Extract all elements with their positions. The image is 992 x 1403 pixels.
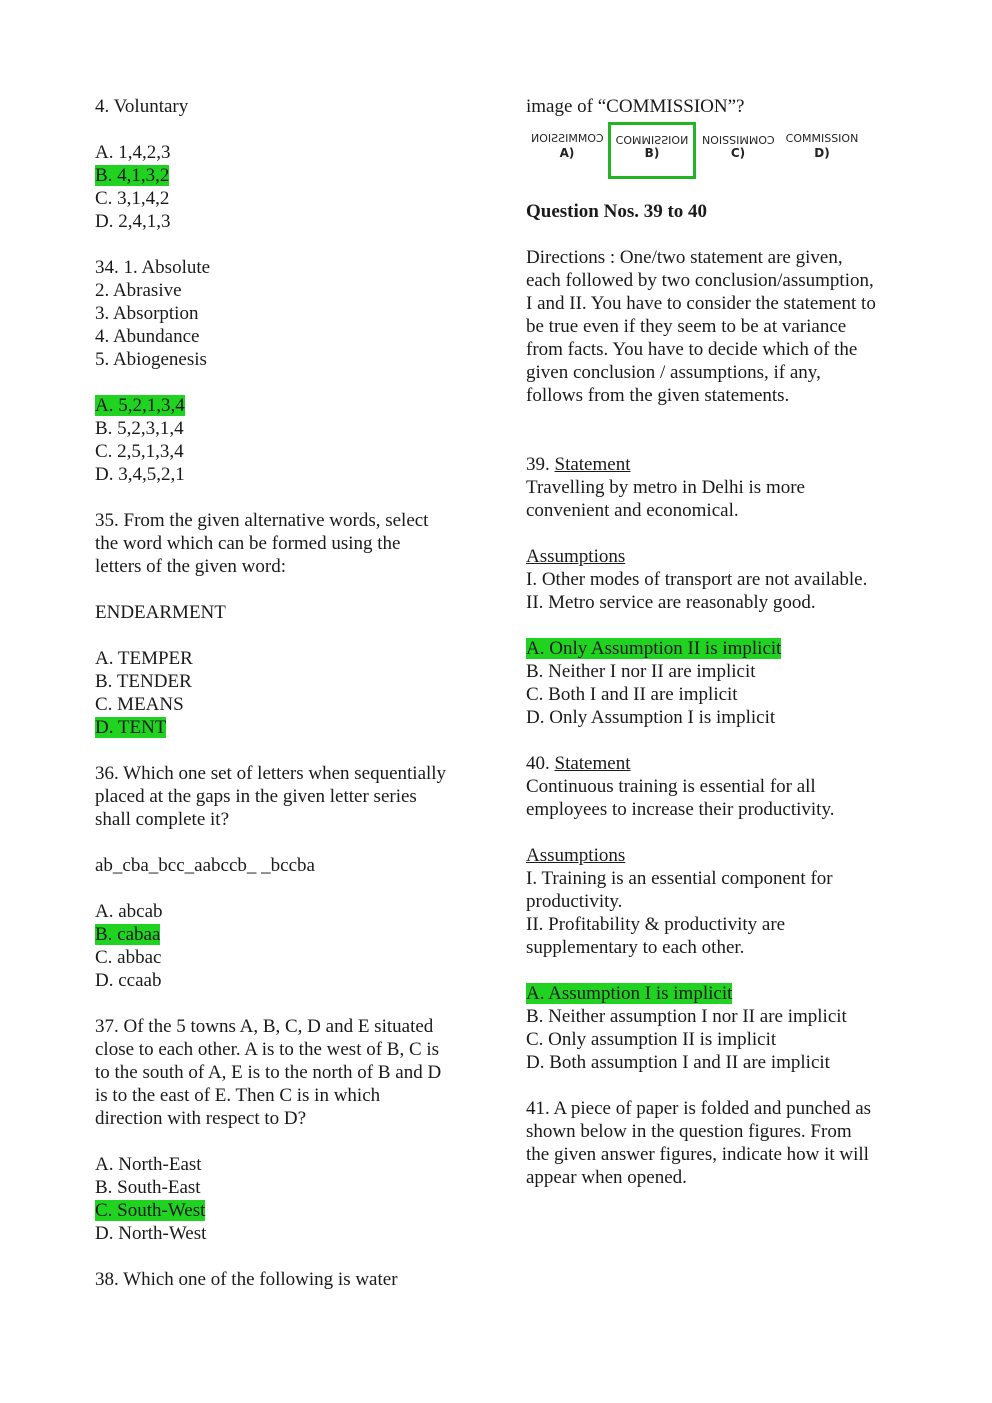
answer-box (608, 122, 696, 179)
q36-option-a: A. abcab (95, 901, 163, 922)
q39-option-c: C. Both I and II are implicit (526, 684, 738, 705)
mirror-option-d-label: D) (814, 146, 830, 160)
q36-series: ab_cba_bcc_aabccb_ _bccba (95, 855, 315, 876)
q34-option-d: D. 3,4,5,2,1 (95, 464, 185, 485)
q35-line: letters of the given word: (95, 556, 287, 577)
q34-option-c: C. 2,5,1,3,4 (95, 441, 184, 462)
q37-line: is to the east of E. Then C is in which (95, 1085, 381, 1106)
q40-option-c: C. Only assumption II is implicit (526, 1029, 777, 1050)
mirror-option-a (526, 132, 608, 161)
q40-option-d: D. Both assumption I and II are implicit (526, 1052, 830, 1073)
q39-option-d: D. Only Assumption I is implicit (526, 707, 776, 728)
directions-line: I and II. You have to consider the statement to (526, 293, 876, 314)
q41-line: 41. A piece of paper is folded and punched as (526, 1098, 872, 1119)
q33-option-b: B. 4,1,3,2 (95, 165, 170, 186)
q39-statement: Travelling by metro in Delhi is more (526, 477, 805, 498)
q40-assumption: I. Training is an essential component for (526, 868, 833, 889)
q35-option-d: D. TENT (95, 717, 167, 738)
q40-assumption: supplementary to each other. (526, 937, 745, 958)
left-column (95, 95, 475, 1291)
q36-option-b: B. cabaa (95, 924, 161, 945)
q40-option-b: B. Neither assumption I nor II are implicit (526, 1006, 847, 1027)
q41-line: shown below in the question figures. From (526, 1121, 852, 1142)
directions-line: each followed by two conclusion/assumption, (526, 270, 874, 291)
q39-assumption: I. Other modes of transport are not available. (526, 569, 868, 590)
q37-option-b: B. South-East (95, 1177, 201, 1198)
q39-statement: convenient and economical. (526, 500, 739, 521)
q40-assumption: productivity. (526, 891, 623, 912)
q40-option-a: A. Assumption I is implicit (526, 983, 733, 1004)
q34-line: 4. Abundance (95, 326, 200, 347)
section-heading: Question Nos. 39 to 40 (526, 201, 708, 222)
mirror-option-d (780, 132, 864, 161)
q35-option-b: B. TENDER (95, 671, 192, 692)
q41-line: appear when opened. (526, 1167, 687, 1188)
q40-statement: employees to increase their productivity. (526, 799, 835, 820)
directions-line: given conclusion / assumptions, if any, (526, 362, 821, 383)
q33-item-4: 4. Voluntary (95, 96, 189, 117)
q36-line: 36. Which one set of letters when sequentially (95, 763, 447, 784)
mirror-option-c-label: C) (730, 146, 746, 160)
q34-line: 2. Abrasive (95, 280, 182, 301)
mirror-option-d-text: COMMISSION (785, 132, 859, 145)
q37-line: 37. Of the 5 towns A, B, C, D and E situated (95, 1016, 434, 1037)
q40-assumption: II. Profitability & productivity are (526, 914, 786, 935)
q37-option-c: C. South-West (95, 1200, 206, 1221)
directions-line: follows from the given statements. (526, 385, 790, 406)
q39-assumption: II. Metro service are reasonably good. (526, 592, 816, 613)
mirror-image-options (526, 122, 906, 200)
q40-heading: 40. Statement (526, 753, 631, 774)
q38-end: image of “COMMISSION”? (526, 96, 745, 117)
q41-line: the given answer figures, indicate how it will (526, 1144, 869, 1165)
q36-option-d: D. ccaab (95, 970, 162, 991)
mirror-option-a-label: A) (559, 146, 575, 160)
q36-option-c: C. abbac (95, 947, 162, 968)
q35-option-c: C. MEANS (95, 694, 184, 715)
mirror-option-a-text: COMMISSION (530, 132, 604, 145)
mirror-option-b-label: B) (644, 146, 660, 160)
q34-line: 3. Absorption (95, 303, 199, 324)
q34-option-a: A. 5,2,1,3,4 (95, 395, 185, 416)
mirror-option-b-text: COMMISSION (615, 133, 689, 146)
q35-given-word: ENDEARMENT (95, 602, 226, 623)
q37-line: to the south of A, E is to the north of B and D (95, 1062, 442, 1083)
mirror-option-c-text: COMMISSION (701, 133, 775, 146)
q37-line: close to each other. A is to the west of B, C is (95, 1039, 440, 1060)
q37-option-d: D. North-West (95, 1223, 207, 1244)
q34-line: 34. 1. Absolute (95, 257, 211, 278)
q35-line: 35. From the given alternative words, select (95, 510, 429, 531)
q39-option-a: A. Only Assumption II is implicit (526, 638, 782, 659)
q37-option-a: A. North-East (95, 1154, 202, 1175)
directions-line: from facts. You have to decide which of the (526, 339, 858, 360)
q34-option-b: B. 5,2,3,1,4 (95, 418, 184, 439)
q34-line: 5. Abiogenesis (95, 349, 207, 370)
directions-line: be true even if they seem to be at variance (526, 316, 847, 337)
q33-option-c: C. 3,1,4,2 (95, 188, 170, 209)
q35-option-a: A. TEMPER (95, 648, 193, 669)
q40-assumptions-heading: Assumptions (526, 845, 626, 866)
q39-option-b: B. Neither I nor II are implicit (526, 661, 756, 682)
q36-line: shall complete it? (95, 809, 230, 830)
right-column (526, 95, 906, 1189)
q33-option-d: D. 2,4,1,3 (95, 211, 171, 232)
q35-line: the word which can be formed using the (95, 533, 401, 554)
q38-start: 38. Which one of the following is water (95, 1269, 398, 1290)
q39-assumptions-heading: Assumptions (526, 546, 626, 567)
q39-heading: 39. Statement (526, 454, 631, 475)
mirror-option-c (696, 132, 780, 161)
q36-line: placed at the gaps in the given letter series (95, 786, 417, 807)
q33-option-a: A. 1,4,2,3 (95, 142, 171, 163)
q40-statement: Continuous training is essential for all (526, 776, 816, 797)
directions-line: Directions : One/two statement are given, (526, 247, 843, 268)
q37-line: direction with respect to D? (95, 1108, 307, 1129)
